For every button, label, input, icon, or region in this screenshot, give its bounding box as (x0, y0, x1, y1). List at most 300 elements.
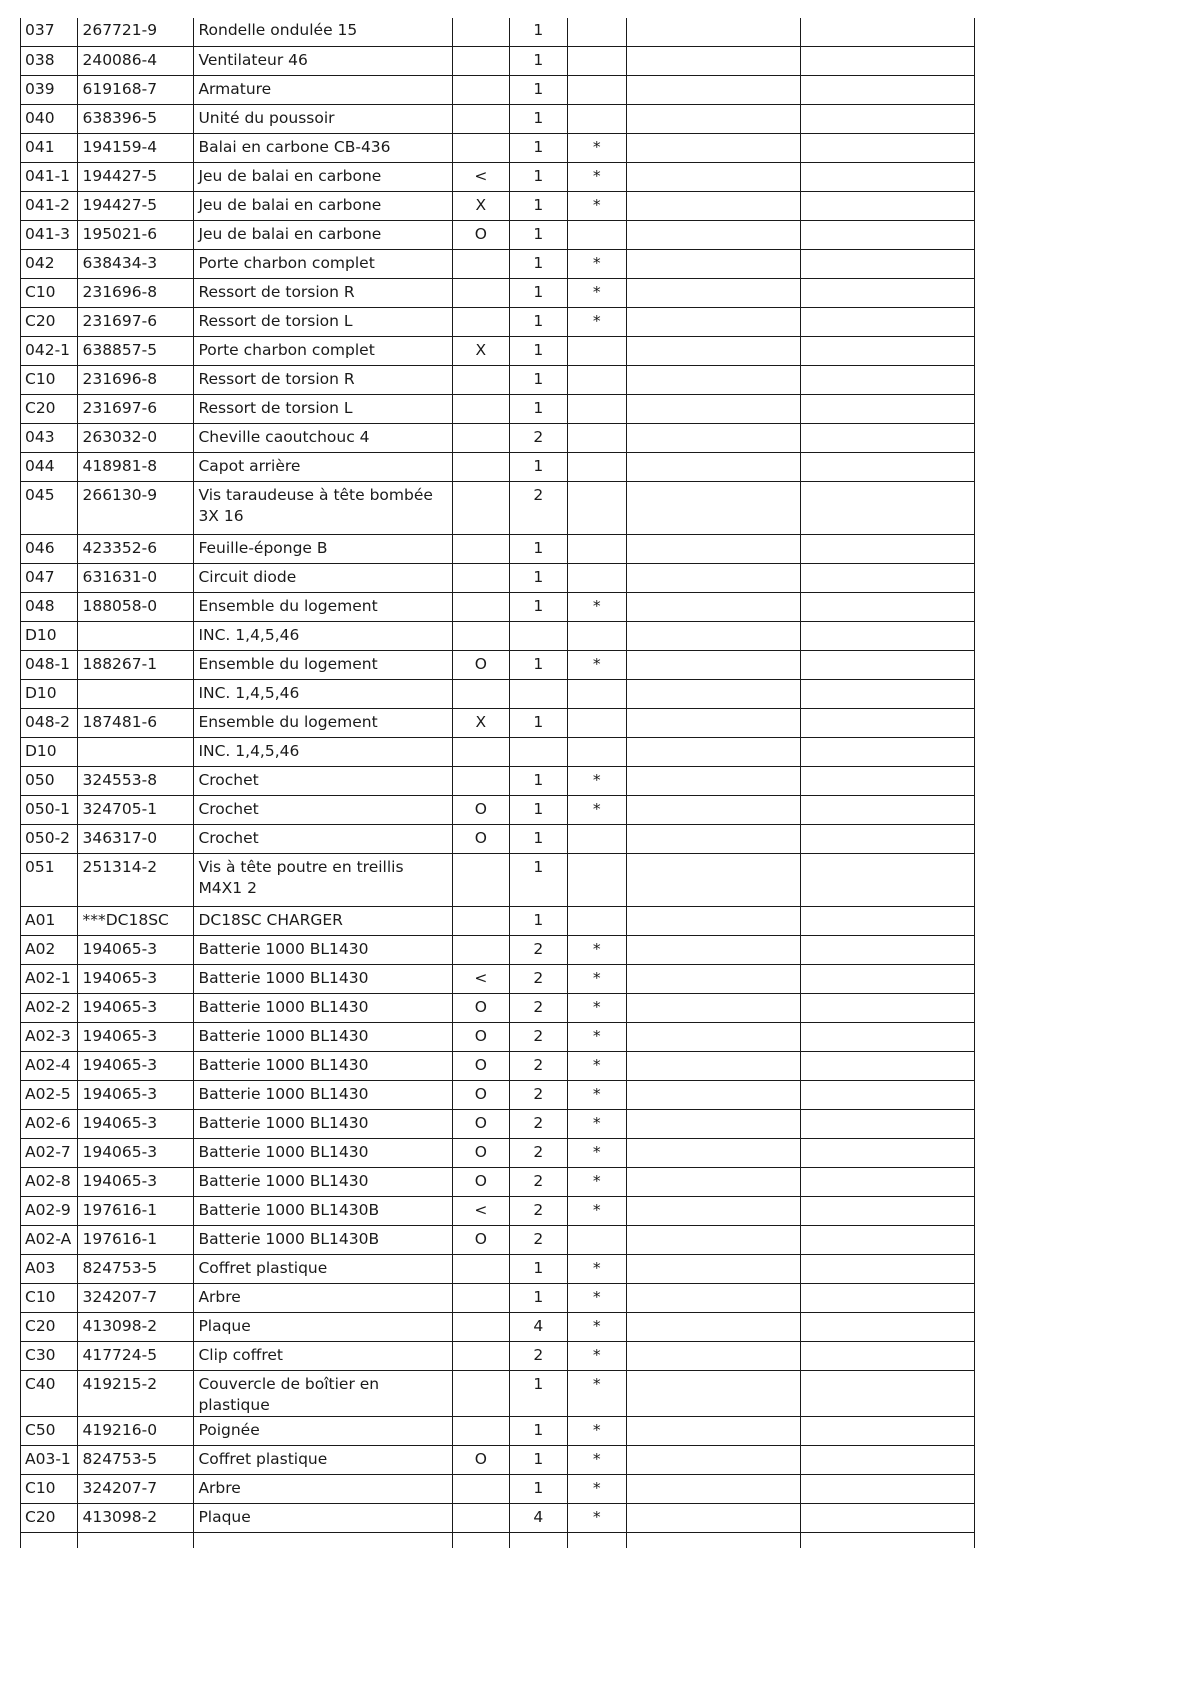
flag-cell: X (452, 191, 509, 220)
empty-cell-1 (627, 336, 801, 365)
description-cell: Vis à tête poutre en treillis M4X1 2 (194, 853, 452, 906)
reference-cell: 194427-5 (78, 191, 194, 220)
table-row (21, 737, 975, 766)
description-cell: Unité du poussoir (194, 104, 452, 133)
reference-cell: 824753-5 (78, 1254, 194, 1283)
note-cell (567, 621, 626, 650)
reference-cell: 631631-0 (78, 563, 194, 592)
note-cell: * (567, 1283, 626, 1312)
note-cell (567, 737, 626, 766)
flag-cell (452, 737, 509, 766)
empty-cell-2 (801, 1445, 975, 1474)
flag-cell: O (452, 993, 509, 1022)
flag-cell (452, 1312, 509, 1341)
description-cell: Porte charbon complet (194, 249, 452, 278)
quantity-cell: 1 (510, 394, 567, 423)
note-cell: * (567, 1445, 626, 1474)
reference-cell: 194065-3 (78, 1109, 194, 1138)
description-cell: Crochet (194, 795, 452, 824)
flag-cell: O (452, 1138, 509, 1167)
part-number-cell: C20 (21, 1312, 78, 1341)
reference-cell: 638396-5 (78, 104, 194, 133)
empty-cell-2 (801, 1167, 975, 1196)
empty-cell-2 (801, 1225, 975, 1254)
table-row (21, 423, 975, 452)
description-cell: Jeu de balai en carbone (194, 162, 452, 191)
part-number-cell: 040 (21, 104, 78, 133)
quantity-cell: 1 (510, 1283, 567, 1312)
quantity-cell: 2 (510, 993, 567, 1022)
part-number-cell: C30 (21, 1341, 78, 1370)
reference-cell: 194065-3 (78, 935, 194, 964)
empty-cell-1 (627, 1138, 801, 1167)
table-row (21, 1167, 975, 1196)
quantity-cell: 1 (510, 853, 567, 906)
empty-cell-1 (627, 1167, 801, 1196)
empty-cell-2 (801, 1080, 975, 1109)
note-cell (567, 75, 626, 104)
part-number-cell: C40 (21, 1370, 78, 1416)
empty-cell-2 (801, 563, 975, 592)
quantity-cell: 1 (510, 133, 567, 162)
reference-cell: 194065-3 (78, 993, 194, 1022)
note-cell: * (567, 1138, 626, 1167)
part-number-cell: 043 (21, 423, 78, 452)
flag-cell (452, 423, 509, 452)
reference-cell: 231697-6 (78, 394, 194, 423)
table-row (21, 679, 975, 708)
table-row (21, 824, 975, 853)
description-cell: Batterie 1000 BL1430 (194, 1080, 452, 1109)
empty-cell-1 (627, 307, 801, 336)
quantity-cell: 2 (510, 1109, 567, 1138)
note-cell: * (567, 1109, 626, 1138)
quantity-cell: 1 (510, 1254, 567, 1283)
quantity-cell: 1 (510, 795, 567, 824)
empty-cell-2 (801, 220, 975, 249)
table-row (21, 365, 975, 394)
description-cell: Batterie 1000 BL1430 (194, 1051, 452, 1080)
flag-cell (452, 853, 509, 906)
part-number-cell: C10 (21, 1474, 78, 1503)
table-row (21, 853, 975, 906)
part-number-cell: C10 (21, 365, 78, 394)
note-cell: * (567, 1196, 626, 1225)
part-number-cell: 050 (21, 766, 78, 795)
description-cell: Feuille-éponge B (194, 534, 452, 563)
note-cell: * (567, 650, 626, 679)
flag-cell (452, 307, 509, 336)
empty-cell-1 (627, 1254, 801, 1283)
description-cell: Porte charbon complet (194, 336, 452, 365)
note-cell (567, 853, 626, 906)
table-row (21, 481, 975, 534)
empty-cell-2 (801, 307, 975, 336)
table-row (21, 46, 975, 75)
note-cell: * (567, 993, 626, 1022)
cutoff-cell (510, 1532, 567, 1548)
flag-cell (452, 534, 509, 563)
flag-cell: O (452, 1225, 509, 1254)
flag-cell (452, 481, 509, 534)
note-cell (567, 708, 626, 737)
description-cell: Batterie 1000 BL1430 (194, 935, 452, 964)
reference-cell: 251314-2 (78, 853, 194, 906)
empty-cell-1 (627, 278, 801, 307)
quantity-cell: 4 (510, 1312, 567, 1341)
empty-cell-2 (801, 824, 975, 853)
table-row (21, 133, 975, 162)
part-number-cell: D10 (21, 737, 78, 766)
table-row (21, 592, 975, 621)
description-cell: Ressort de torsion L (194, 394, 452, 423)
part-number-cell: 048-2 (21, 708, 78, 737)
quantity-cell: 2 (510, 481, 567, 534)
flag-cell (452, 621, 509, 650)
description-cell: Rondelle ondulée 15 (194, 18, 452, 46)
part-number-cell: 037 (21, 18, 78, 46)
table-row-cutoff (21, 1532, 975, 1548)
part-number-cell: 045 (21, 481, 78, 534)
table-row (21, 1503, 975, 1532)
parts-table-body (21, 18, 975, 1548)
table-row (21, 278, 975, 307)
table-row (21, 708, 975, 737)
description-cell: Capot arrière (194, 452, 452, 481)
part-number-cell: A02 (21, 935, 78, 964)
reference-cell: 188267-1 (78, 650, 194, 679)
empty-cell-1 (627, 621, 801, 650)
note-cell: * (567, 1167, 626, 1196)
quantity-cell: 1 (510, 766, 567, 795)
flag-cell (452, 133, 509, 162)
empty-cell-1 (627, 679, 801, 708)
flag-cell: < (452, 1196, 509, 1225)
reference-cell: 263032-0 (78, 423, 194, 452)
flag-cell (452, 46, 509, 75)
part-number-cell: A02-3 (21, 1022, 78, 1051)
table-row (21, 650, 975, 679)
part-number-cell: A02-5 (21, 1080, 78, 1109)
table-row (21, 1312, 975, 1341)
quantity-cell: 2 (510, 935, 567, 964)
empty-cell-1 (627, 46, 801, 75)
empty-cell-1 (627, 1196, 801, 1225)
table-row (21, 1370, 975, 1416)
table-row (21, 1283, 975, 1312)
empty-cell-2 (801, 935, 975, 964)
quantity-cell: 1 (510, 592, 567, 621)
empty-cell-2 (801, 906, 975, 935)
note-cell (567, 452, 626, 481)
empty-cell-2 (801, 766, 975, 795)
description-cell: Arbre (194, 1474, 452, 1503)
reference-cell: 324553-8 (78, 766, 194, 795)
reference-cell: ***DC18SC (78, 906, 194, 935)
table-row (21, 249, 975, 278)
table-row (21, 935, 975, 964)
cutoff-cell (194, 1532, 452, 1548)
part-number-cell: 041-3 (21, 220, 78, 249)
quantity-cell: 1 (510, 1474, 567, 1503)
reference-cell: 194065-3 (78, 1167, 194, 1196)
empty-cell-2 (801, 336, 975, 365)
flag-cell: O (452, 795, 509, 824)
empty-cell-1 (627, 452, 801, 481)
part-number-cell: A02-2 (21, 993, 78, 1022)
description-cell: Cheville caoutchouc 4 (194, 423, 452, 452)
reference-cell: 423352-6 (78, 534, 194, 563)
empty-cell-1 (627, 1416, 801, 1445)
flag-cell: < (452, 964, 509, 993)
empty-cell-2 (801, 737, 975, 766)
reference-cell: 188058-0 (78, 592, 194, 621)
flag-cell (452, 365, 509, 394)
note-cell (567, 365, 626, 394)
note-cell: * (567, 766, 626, 795)
quantity-cell: 1 (510, 162, 567, 191)
flag-cell: O (452, 1109, 509, 1138)
empty-cell-1 (627, 104, 801, 133)
table-row (21, 766, 975, 795)
note-cell: * (567, 1416, 626, 1445)
description-cell: Jeu de balai en carbone (194, 220, 452, 249)
empty-cell-1 (627, 906, 801, 935)
description-cell: Armature (194, 75, 452, 104)
empty-cell-1 (627, 1312, 801, 1341)
table-row (21, 1138, 975, 1167)
empty-cell-1 (627, 191, 801, 220)
empty-cell-2 (801, 1254, 975, 1283)
flag-cell: O (452, 1051, 509, 1080)
empty-cell-1 (627, 766, 801, 795)
description-cell: Batterie 1000 BL1430B (194, 1196, 452, 1225)
reference-cell: 194065-3 (78, 1080, 194, 1109)
table-row (21, 563, 975, 592)
table-row (21, 993, 975, 1022)
flag-cell (452, 18, 509, 46)
empty-cell-2 (801, 278, 975, 307)
quantity-cell: 1 (510, 1416, 567, 1445)
empty-cell-1 (627, 1051, 801, 1080)
description-cell: Jeu de balai en carbone (194, 191, 452, 220)
quantity-cell: 1 (510, 104, 567, 133)
part-number-cell: A02-7 (21, 1138, 78, 1167)
empty-cell-1 (627, 162, 801, 191)
table-row (21, 307, 975, 336)
table-row (21, 75, 975, 104)
empty-cell-2 (801, 191, 975, 220)
empty-cell-1 (627, 563, 801, 592)
table-row (21, 18, 975, 46)
flag-cell (452, 452, 509, 481)
part-number-cell: 048-1 (21, 650, 78, 679)
reference-cell: 194065-3 (78, 1022, 194, 1051)
description-cell: Coffret plastique (194, 1254, 452, 1283)
part-number-cell: A03-1 (21, 1445, 78, 1474)
empty-cell-2 (801, 1283, 975, 1312)
table-row (21, 534, 975, 563)
reference-cell (78, 679, 194, 708)
empty-cell-1 (627, 1341, 801, 1370)
note-cell: * (567, 278, 626, 307)
reference-cell: 194159-4 (78, 133, 194, 162)
reference-cell: 413098-2 (78, 1503, 194, 1532)
empty-cell-2 (801, 249, 975, 278)
reference-cell (78, 621, 194, 650)
flag-cell (452, 75, 509, 104)
quantity-cell: 2 (510, 1051, 567, 1080)
empty-cell-2 (801, 394, 975, 423)
part-number-cell: A02-6 (21, 1109, 78, 1138)
table-row (21, 1474, 975, 1503)
note-cell (567, 824, 626, 853)
part-number-cell: 047 (21, 563, 78, 592)
part-number-cell: 042-1 (21, 336, 78, 365)
empty-cell-2 (801, 534, 975, 563)
description-cell: Clip coffret (194, 1341, 452, 1370)
table-row (21, 964, 975, 993)
note-cell (567, 534, 626, 563)
empty-cell-1 (627, 1283, 801, 1312)
note-cell: * (567, 795, 626, 824)
reference-cell: 197616-1 (78, 1225, 194, 1254)
empty-cell-1 (627, 18, 801, 46)
empty-cell-2 (801, 1051, 975, 1080)
empty-cell-1 (627, 1445, 801, 1474)
flag-cell: O (452, 1022, 509, 1051)
description-cell: Coffret plastique (194, 1445, 452, 1474)
reference-cell: 195021-6 (78, 220, 194, 249)
note-cell: * (567, 935, 626, 964)
note-cell (567, 220, 626, 249)
description-cell: Balai en carbone CB-436 (194, 133, 452, 162)
part-number-cell: 050-1 (21, 795, 78, 824)
note-cell (567, 906, 626, 935)
quantity-cell: 2 (510, 964, 567, 993)
table-row (21, 1109, 975, 1138)
empty-cell-1 (627, 133, 801, 162)
table-row (21, 1254, 975, 1283)
reference-cell: 324207-7 (78, 1474, 194, 1503)
description-cell: INC. 1,4,5,46 (194, 679, 452, 708)
description-cell: Crochet (194, 766, 452, 795)
quantity-cell: 1 (510, 18, 567, 46)
note-cell: * (567, 1503, 626, 1532)
part-number-cell: C20 (21, 307, 78, 336)
description-cell: Plaque (194, 1503, 452, 1532)
flag-cell (452, 104, 509, 133)
flag-cell (452, 766, 509, 795)
flag-cell (452, 1341, 509, 1370)
table-row (21, 1416, 975, 1445)
empty-cell-2 (801, 650, 975, 679)
description-cell: Batterie 1000 BL1430B (194, 1225, 452, 1254)
empty-cell-1 (627, 935, 801, 964)
table-row (21, 1051, 975, 1080)
quantity-cell (510, 737, 567, 766)
description-cell: Plaque (194, 1312, 452, 1341)
quantity-cell: 1 (510, 365, 567, 394)
part-number-cell: A02-4 (21, 1051, 78, 1080)
flag-cell: O (452, 650, 509, 679)
reference-cell: 824753-5 (78, 1445, 194, 1474)
reference-cell: 231696-8 (78, 365, 194, 394)
note-cell (567, 18, 626, 46)
cutoff-cell (801, 1532, 975, 1548)
quantity-cell: 1 (510, 307, 567, 336)
description-cell: INC. 1,4,5,46 (194, 621, 452, 650)
reference-cell: 231696-8 (78, 278, 194, 307)
empty-cell-1 (627, 394, 801, 423)
reference-cell: 346317-0 (78, 824, 194, 853)
part-number-cell: 038 (21, 46, 78, 75)
description-cell: Batterie 1000 BL1430 (194, 1138, 452, 1167)
empty-cell-2 (801, 423, 975, 452)
quantity-cell: 2 (510, 1022, 567, 1051)
reference-cell: 324705-1 (78, 795, 194, 824)
table-row (21, 1022, 975, 1051)
empty-cell-2 (801, 75, 975, 104)
quantity-cell: 1 (510, 249, 567, 278)
quantity-cell: 2 (510, 1138, 567, 1167)
empty-cell-1 (627, 481, 801, 534)
part-number-cell: C10 (21, 1283, 78, 1312)
empty-cell-2 (801, 795, 975, 824)
part-number-cell: D10 (21, 679, 78, 708)
empty-cell-2 (801, 993, 975, 1022)
empty-cell-1 (627, 993, 801, 1022)
part-number-cell: 042 (21, 249, 78, 278)
description-cell: Circuit diode (194, 563, 452, 592)
description-cell: Vis taraudeuse à tête bombée 3X 16 (194, 481, 452, 534)
table-row (21, 1445, 975, 1474)
empty-cell-2 (801, 621, 975, 650)
flag-cell (452, 1503, 509, 1532)
flag-cell: O (452, 1445, 509, 1474)
quantity-cell: 2 (510, 1341, 567, 1370)
description-cell: Ressort de torsion L (194, 307, 452, 336)
note-cell (567, 394, 626, 423)
description-cell: Ensemble du logement (194, 592, 452, 621)
empty-cell-2 (801, 1312, 975, 1341)
empty-cell-1 (627, 75, 801, 104)
description-cell: Poignée (194, 1416, 452, 1445)
description-cell: Batterie 1000 BL1430 (194, 1022, 452, 1051)
part-number-cell: A03 (21, 1254, 78, 1283)
note-cell (567, 336, 626, 365)
description-cell: INC. 1,4,5,46 (194, 737, 452, 766)
note-cell (567, 104, 626, 133)
flag-cell (452, 563, 509, 592)
part-number-cell: C20 (21, 394, 78, 423)
quantity-cell: 1 (510, 46, 567, 75)
note-cell: * (567, 592, 626, 621)
note-cell: * (567, 1080, 626, 1109)
reference-cell: 240086-4 (78, 46, 194, 75)
empty-cell-2 (801, 1341, 975, 1370)
quantity-cell: 1 (510, 824, 567, 853)
note-cell: * (567, 1474, 626, 1503)
empty-cell-1 (627, 964, 801, 993)
part-number-cell: 048 (21, 592, 78, 621)
note-cell: * (567, 191, 626, 220)
table-row (21, 104, 975, 133)
description-cell: Batterie 1000 BL1430 (194, 964, 452, 993)
part-number-cell: 041-1 (21, 162, 78, 191)
reference-cell: 194065-3 (78, 1138, 194, 1167)
quantity-cell: 1 (510, 1370, 567, 1416)
